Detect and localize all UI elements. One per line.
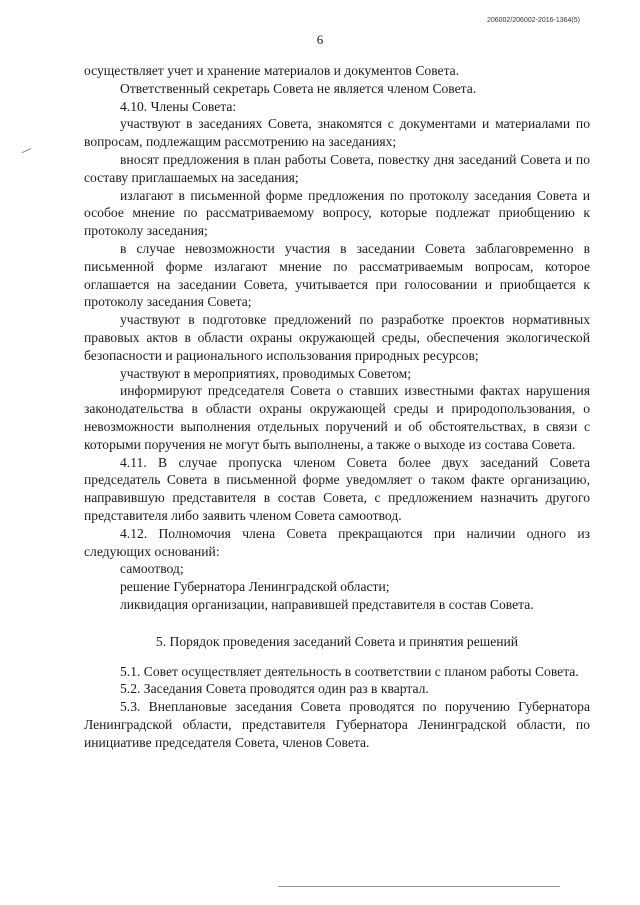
footer-divider bbox=[278, 886, 560, 887]
clause-4-11: 4.11. В случае пропуска членом Совета более двух заседаний Совета председатель Совета в письменной форме уведомляет о таком факте организацию, направившую представителя в состав Совета, с предложением назначить другого представителя либо заявить членом Совета самоотвод. bbox=[84, 454, 590, 523]
paragraph: вносят предложения в план работы Совета, повестку дня заседаний Совета и по составу приглашаемых на заседания; bbox=[84, 151, 590, 185]
paragraph: участвуют в мероприятиях, проводимых Советом; bbox=[120, 365, 412, 381]
list-item: ликвидация организации, направившей представителя в состав Совета. bbox=[120, 596, 534, 612]
margin-mark bbox=[22, 148, 32, 155]
section-title-5: 5. Порядок проведения заседаний Совета и принятия решений bbox=[155, 633, 519, 649]
section-heading-4-10: 4.10. Члены Совета: bbox=[120, 98, 237, 114]
clause-5-2: 5.2. Заседания Совета проводятся один раз в квартал. bbox=[120, 681, 429, 697]
paragraph: участвуют в заседаниях Совета, знакомятся с документами и материалами по вопросам, подлежащим рассмотрению на заседаниях; bbox=[84, 116, 590, 150]
clause-5-3: 5.3. Внеплановые заседания Совета проводятся по поручению Губернатора Ленинградской области, представителя Губернатора Ленинградской области, по инициативе председателя Совета, членов Совета. bbox=[84, 699, 590, 750]
paragraph: Ответственный секретарь Совета не является членом Совета. bbox=[120, 80, 477, 96]
paragraph: информируют председателя Совета о ставших известными фактах нарушения законодательства в области охраны окружающей среды и природопользования, о невозможности выполнения отдельных поручений и об обстоятельствах, в связи с которыми поручения не могут быть выполнены, а также о выходе из состава Совета. bbox=[84, 383, 590, 452]
list-item: самоотвод; bbox=[120, 561, 184, 577]
paragraph: осуществляет учет и хранение материалов и документов Совета. bbox=[84, 63, 460, 78]
page-number: 6 bbox=[316, 32, 324, 47]
clause-5-1: 5.1. Совет осуществляет деятельность в соответствии с планом работы Совета. bbox=[120, 663, 579, 679]
paragraph: в случае невозможности участия в заседании Совета заблаговременно в письменной форме излагают мнение по рассматриваемым вопросам, которое оглашается на заседании Совета, учитывается при голосовании и приобщается к протоколу заседания Совета; bbox=[84, 240, 590, 310]
clause-4-12: 4.12. Полномочия члена Совета прекращаются при наличии одного из следующих оснований: bbox=[84, 525, 590, 559]
list-item: решение Губернатора Ленинградской области; bbox=[120, 579, 390, 595]
document-body bbox=[84, 62, 590, 751]
paragraph: участвуют в подготовке предложений по разработке проектов нормативных правовых актов в области охраны окружающей среды, обеспечения экологической безопасности и рационального использования природных ресурсов; bbox=[84, 312, 590, 363]
paragraph: излагают в письменной форме предложения по протоколу заседания Совета и особое мнение по рассматриваемому вопросу, которые подлежат приобщению к протоколу заседания; bbox=[84, 187, 590, 239]
document-code: 206002/206002-2016-1364(5) bbox=[486, 17, 580, 24]
